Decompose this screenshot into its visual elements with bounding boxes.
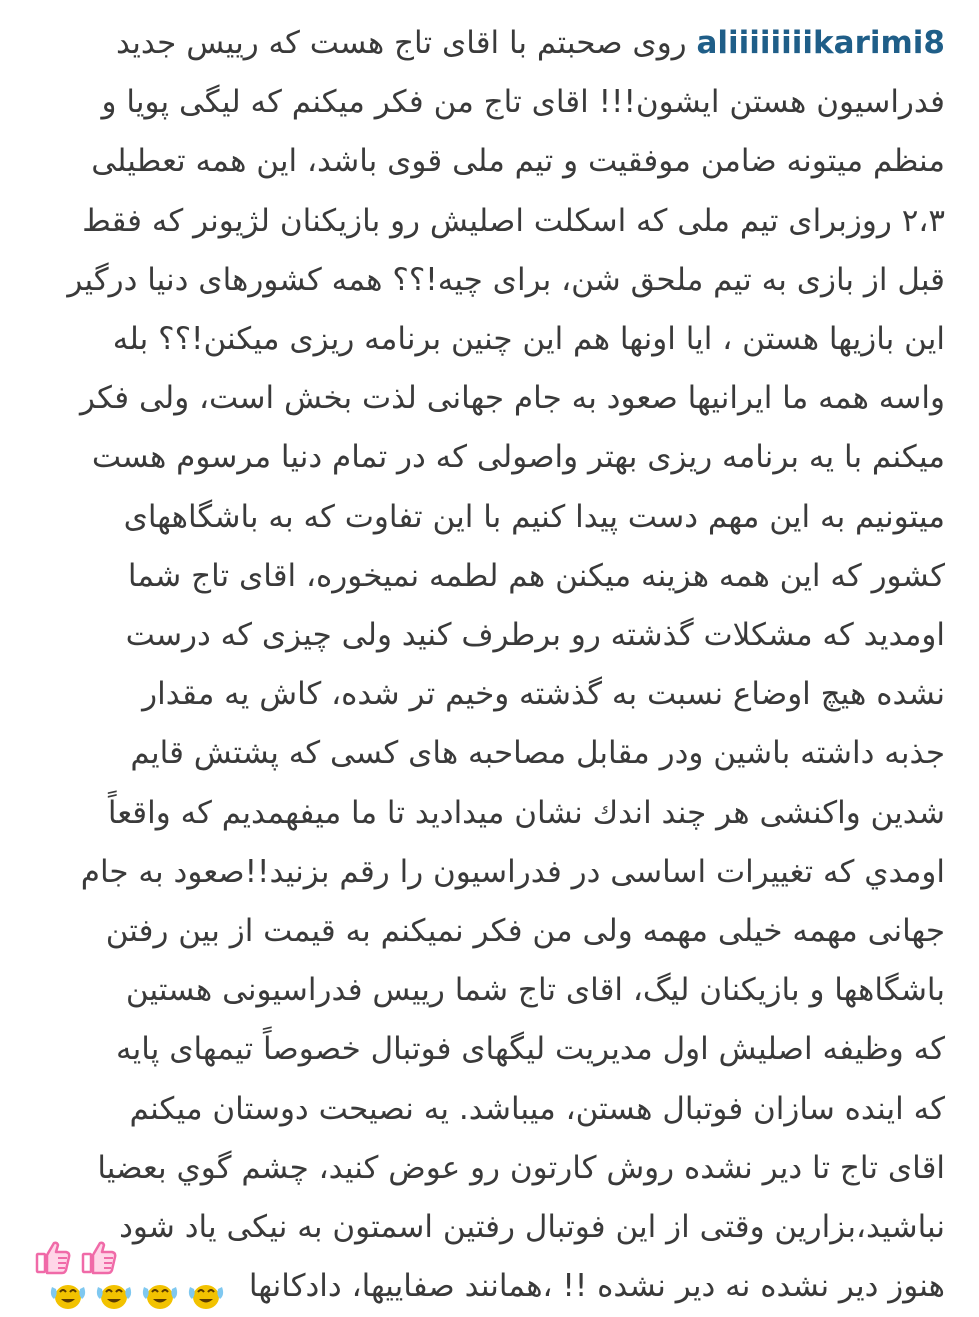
tears-of-joy-face-icon (186, 1272, 226, 1306)
caption-line: این بازیها هستن ، ایا اونها هم این چنین برنامه ریزی میکنن!؟؟ بله (112, 321, 945, 358)
thumbs-row (34, 1238, 118, 1276)
tears-of-joy-face-icon (48, 1272, 88, 1306)
caption-line: واسه همه ما ایرانیها صعود به جام جهانی لذت بخش است، ولی فکر (80, 380, 945, 417)
caption-line: شدین واکنشی هر چند اندك نشان میدادید تا ما میفهمدیم که واقعاً (107, 794, 945, 831)
caption-line: اومدي که تغییرات اساسی در فدراسیون را رقم بزنید!!صعود به جام (80, 853, 945, 890)
caption-line: کشور که این همه هزینه میکنن هم لطمه نمیخوره، اقای تاج شما (127, 557, 945, 594)
caption-line: اقای تاج تا دیر نشده روش کارتون رو عوض کنید، چشم گوي بعضیا (97, 1149, 945, 1186)
caption-line: اومدید که مشکلات گذشته رو برطرف کنید ولی چیزی که درست (125, 617, 945, 654)
caption-line-1 (34, 14, 945, 73)
thumbs-up-icon (80, 1238, 118, 1276)
caption-line: میکنم با یه برنامه ریزی بهتر واصولی که در تمام دنیا مرسوم هست (91, 439, 945, 476)
caption-text-1: روی صحبتم با اقای تاج هست که رییس جدید (116, 25, 687, 61)
caption-line: فدراسیون هستن ایشون!!! اقای تاج من فکر میکنم که لیگی پویا و (101, 84, 945, 121)
caption-line: میتونیم به این مهم دست پیدا کنیم با این تفاوت که به باشگاههای (123, 498, 945, 535)
thumbs-up-icon (34, 1238, 72, 1276)
caption-line: ۲،۳ روزبرای تیم ملی که اسکلت اصلیش رو بازیکنان لژیونر که فقط (82, 202, 945, 239)
username-link[interactable]: aliiiiiiiikarimi8 (696, 25, 945, 61)
caption-line: قبل از بازی به تیم ملحق شن، برای چیه!؟؟ همه کشورهای دنیا درگیر (67, 261, 945, 298)
caption-line: که وظیفه اصلیش اول مدیریت لیگهای فوتبال خصوصاً تیمهای پایه (116, 1031, 945, 1068)
caption-last-line (34, 1257, 945, 1317)
caption-line: جهانی مهمه خیلی مهمه ولی من فکر نمیکنم به قیمت از بین رفتن (105, 913, 945, 950)
caption-line: جذبه داشته باشین ودر مقابل مصاحبه های کسی که پشتش قایم (130, 735, 945, 772)
caption-line: که اینده سازان فوتبال هستن، میباشد. یه نصیحت دوستان میکنم (129, 1090, 945, 1127)
tears-of-joy-face-icon (140, 1272, 180, 1306)
caption-last-text: هنوز دیر نشده نه دیر نشده !! ،همانند صفاییها، دادکانها (248, 1268, 945, 1305)
caption-line: نشده هیچ اوضاع نسبت به گذشته وخیم تر شده، کاش یه مقدار (142, 676, 945, 713)
caption-line: نباشید،بزارین وقتی از این فوتبال رفتین اسمتون به نیکی یاد شود (119, 1209, 945, 1246)
caption-line: منظم میتونه ضامن موفقیت و تیم ملی قوی باشد، این همه تعطیلی (91, 143, 945, 180)
tears-of-joy-face-icon (94, 1272, 134, 1306)
caption-line: باشگاهها و بازیکنان لیگ، اقای تاج شما رییس فدراسیونی هستین (125, 972, 945, 1009)
post-caption (34, 14, 945, 1317)
